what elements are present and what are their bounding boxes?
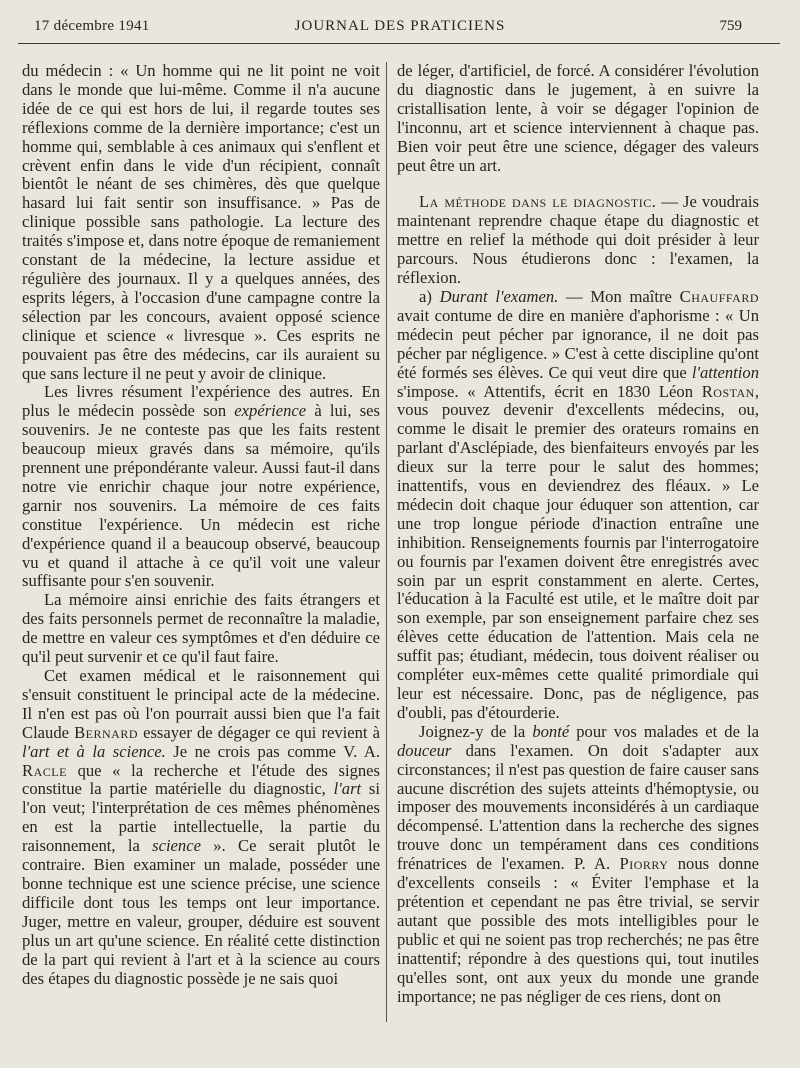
left-paragraph-4: Cet examen médical et le raisonnement qui s'ensuit constituent le principal acte de la médecine. Il n'en est pas où l'on pourrait aussi bien que l'a fait Claude Bernard essayer de dégager ce qui revient à l'art et à la science. Je ne crois pas comme V. A. Racle que « la recherche et l'étude des signes constitue la partie matérielle du diagnostic, l'art si l'on veut; l'interprétation de ces mêmes phénomènes en est la partie intellectuelle, la partie du raisonnement, la science ». Ce serait plutôt le contraire. Bien examiner un malade, posséder une bonne technique est une science précise, une science difficile dont tous les temps ont leur importance. Juger, mettre en valeur, grouper, déduire est souvent plus un art qu'une science. En réalité cette distinction de la part qui revient à l'art et à la science au cours des étapes du diagnostic possède je ne sais quoi (22, 666, 380, 988)
emphasis: l'art et à la science. (22, 741, 166, 761)
author-name: Piorry (619, 854, 669, 874)
right-paragraph-4: Joignez-y de la bonté pour vos malades et de la douceur dans l'examen. On doit s'adapter aux circonstances; il n'est pas question de faire causer sans aucune discrétion des sujets atteints d'hémoptysie, ou imposer des mouvements inconsidérés à un cardiaque décompensé. L'attention dans la recherche des signes trouve donc un tempérament dans ces conditions frénatrices de l'examen. P. A. Piorry nous donne d'excellents conseils : « Éviter l'emphase et la prétention et cependant ne pas être trivial, se servir autant que possible des mots intelligibles pour le public et qui ne soient pas trop recherchés; ne pas être inattentif; répondre à des questions qui, tout inutiles qu'elles sont, ont aux yeux du monde une grande importance; ne pas négliger de ces riens, dont on (397, 721, 759, 1006)
author-name: Chauffard (679, 286, 759, 306)
page-header (0, 0, 800, 46)
emphasis: expérience (234, 401, 307, 421)
emphasis: bonté (532, 721, 570, 741)
right-paragraph-1: de léger, d'artificiel, de forcé. A considérer l'évolution du diagnostic dans le jugement, à en suivre la cristallisation lente, à voir se dégager l'opinion de l'inconnu, art et science interviennent à chaque pas. Bien voir peut être une science, dégager des valeurs peut être un art. (397, 61, 759, 175)
column-divider (386, 62, 387, 1022)
header-rule (18, 43, 780, 44)
right-column (397, 62, 759, 1006)
subsection-heading: Durant l'examen. (439, 286, 559, 306)
left-paragraph-2: Les livres résument l'expérience des autres. En plus le médecin possède son expérience à lui, ses souvenirs. Je ne conteste pas que les faits restent beaucoup mieux gravés dans sa mémoire, qu'ils prennent une prépondérante valeur. Aussi faut-il dans notre vie enrichir chaque jour notre expérience, garnir nos souvenirs. La mémoire de ces faits constitue l'expérience. Un médecin est riche d'expérience quand il a beaucoup observé, beaucoup vu et quand il attache à ce qu'il voit une valeur suffisante pour s'en souvenir. (22, 382, 380, 591)
emphasis: science (152, 836, 201, 856)
header-date: 17 décembre 1941 (34, 18, 150, 34)
page-number: 759 (719, 18, 742, 34)
journal-title: JOURNAL DES PRATICIENS (294, 18, 506, 34)
left-paragraph-3: La mémoire ainsi enrichie des faits étrangers et des faits personnels permet de reconnaître la maladie, de mettre en valeur ces symptômes et d'en déduire ce qu'il peut survenir et ce qu'il faut faire. (22, 590, 380, 667)
author-name: Bernard (74, 722, 138, 742)
right-paragraph-3: a) Durant l'examen. — Mon maître Chauffard avait contume de dire en manière d'aphorisme : « Un médecin peut pécher par ignorance, il ne doit pas pécher par négligence. » C'est à cette discipline qu'ont été formés ses élèves. Ce qui veut dire que l'attention s'impose. « Attentifs, écrit en 1830 Léon Rostan, vous pouvez devenir d'excellents médecins, ou, comme le disait le premier des orateurs romains en parlant d'Asclépiade, des bienfaiteurs envoyés par les dieux sur la terre pour le salut des hommes; inattentifs, vous en deviendrez des fléaux. » Le médecin doit chaque jour éduquer son attention, car une trop longue période d'inaction entraîne une inhibition. Renseignements fournis par l'interrogatoire ou fournis par l'examen doivent être enregistrés avec soin par un esprit constamment en alerte. Certes, l'éducation à la Faculté est utile, et le maître doit par son exemple, par son enseignement parfaire chez ses élèves cette éducation de l'attention. Mais cela ne suffit pas; étudiant, médecin, tous doivent réaliser ou compléter eux-mêmes cette qualité primordiale qui leur est nécessaire. Donc, pas de négligence, pas d'oubli, pas d'étourderie. (397, 286, 759, 722)
right-paragraph-2: La méthode dans le diagnostic. — Je voudrais maintenant reprendre chaque étape du diagnostic et mettre en relief la méthode qui doit présider à leur parcours. Nous étudierons donc : l'examen, la réflexion. (397, 192, 759, 288)
section-heading: La méthode dans le diagnostic. (419, 192, 657, 212)
author-name: Rostan (701, 381, 755, 401)
left-column (22, 62, 380, 988)
emphasis: l'art (333, 779, 362, 799)
author-name: Racle (22, 760, 67, 780)
emphasis: l'attention (691, 362, 759, 382)
left-paragraph-1: du médecin : « Un homme qui ne lit point ne voit dans le monde que lui-même. Comme il n'a aucune idée de ce qui est hors de lui, il regarde toutes ses réflexions comme de la dernière importance; c'est un homme qui, semblable à ces animaux qui s'enflent et crèvent enfin dans le vide d'un récipient, connaît bientôt le néant de ses chimères, dès que quelque hasard lui fait sentir son insuffisance. » Pas de clinique possible sans pathologie. La lecture des traités s'impose et, dans notre époque de remaniement constant de la médecine, la lecture assidue et régulière des journaux. Il y a quelques années, des esprits légers, à l'occasion d'une campagne contre la sélection par les concours, avaient opposé science clinique et science « livresque ». Ces esprits ne pouvaient pas être des médecins, car ils auraient su que sans lecture il ne peut y avoir de clinique. (22, 61, 380, 383)
emphasis: douceur (397, 740, 452, 760)
